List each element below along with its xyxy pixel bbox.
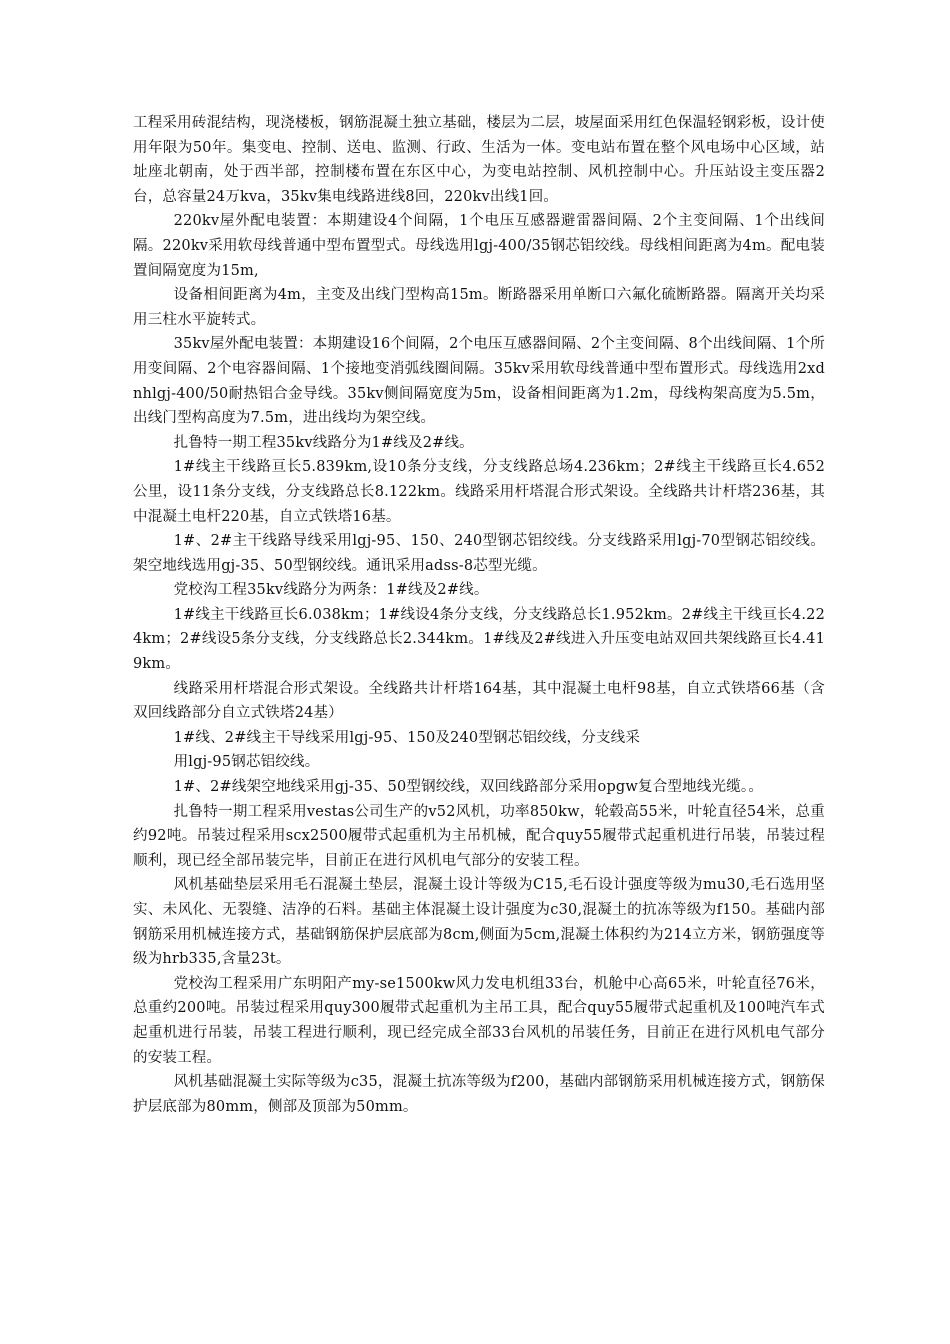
- paragraph-10: 线路采用杆塔混合形式架设。全线路共计杆塔164基，其中混凝土电杆98基，自立式铁塔66基（含双回线路部分自立式铁塔24基）: [133, 680, 825, 722]
- paragraph-13: 1#、2#线架空地线采用gj-35、50型钢绞线，双回线路部分采用opgw复合型地线光缆。。: [173, 779, 764, 796]
- paragraph-4: 35kv屋外配电装置：本期建设16个间隔，2个电压互感器间隔、2个主变间隔、8个出线间隔、1个所用变间隔、2个电容器间隔、1个接地变消弧线圈间隔。35kv采用软母线普通中型布置形式。母线选用2xdnhlgj-400/50耐热铝合金导线。35kv侧间隔宽度为5m，设备相间距离为1.2m，母线构架高度为5.5m，出线门型构高度为7.5m，进出线均为架空线。: [133, 336, 825, 427]
- document-body: [133, 111, 825, 1119]
- paragraph-14: 扎鲁特一期工程采用vestas公司生产的v52风机，功率850kw，轮毂高55米，叶轮直径54米，总重约92吨。吊装过程采用scx2500履带式起重机为主吊机械，配合quy55履带式起重机进行吊装，吊装过程顺利，现已经全部吊装完毕，目前正在进行风机电气部分的安装工程。: [133, 803, 825, 869]
- paragraph-11: 1#线、2#线主干导线采用lgj-95、150及240型钢芯铝绞线，分支线采: [173, 729, 641, 746]
- paragraph-1: 工程采用砖混结构，现浇楼板，钢筋混凝土独立基础，楼层为二层，坡屋面采用红色保温轻钢彩板，设计使用年限为50年。集变电、控制、送电、监测、行政、生活为一体。变电站布置在整个风电场中心区域，站址座北朝南，处于西半部，控制楼布置在东区中心，为变电站控制、风机控制中心。升压站设主变压器2台，总容量24万kva，35kv集电线路进线8回，220kv出线1回。: [133, 115, 825, 205]
- paragraph-8: 党校沟工程35kv线路分为两条：1#线及2#线。: [173, 582, 489, 599]
- paragraph-12: 用lgj-95钢芯铝绞线。: [173, 754, 320, 771]
- paragraph-3: 设备相间距离为4m，主变及出线门型构高15m。断路器采用单断口六氟化硫断路器。隔离开关均采用三柱水平旋转式。: [133, 287, 825, 328]
- paragraph-16: 党校沟工程采用广东明阳产my-se1500kw风力发电机组33台，机舱中心高65米，叶轮直径76米，总重约200吨。吊装过程采用quy300履带式起重机为主吊工具，配合quy55履带式起重机及100吨汽车式起重机进行吊装，吊装工程进行顺利，现已经完成全部33台风机的吊装任务，目前正在进行风机电气部分的安装工程。: [133, 975, 825, 1066]
- paragraph-9: 1#线主干线路亘长6.038km；1#线设4条分支线，分支线路总长1.952km。2#线主干线亘长4.224km；2#线设5条分支线，分支线路总长2.344km。1#线及2#线进入升压变电站双回共架线路亘长4.419km。: [133, 606, 825, 673]
- paragraph-15: 风机基础垫层采用毛石混凝土垫层，混凝土设计等级为C15,毛石设计强度等级为mu30,毛石选用坚实、未风化、无裂缝、洁净的石料。基础主体混凝土设计强度为c30,混凝土的抗冻等级为f150。基础内部钢筋采用机械连接方式，基础钢筋保护层底部为8cm,侧面为5cm,混凝土体积约为214立方米，钢筋强度等级为hrb335,含量23t。: [133, 877, 825, 968]
- paragraph-5: 扎鲁特一期工程35kv线路分为1#线及2#线。: [173, 434, 474, 451]
- paragraph-7: 1#、2#主干线路导线采用lgj-95、150、240型钢芯铝绞线。分支线路采用lgj-70型钢芯铝绞线。架空地线选用gj-35、50型钢绞线。通讯采用adss-8芯型光缆。: [133, 533, 825, 574]
- paragraph-17: 风机基础混凝土实际等级为c35，混凝土抗冻等级为f200，基础内部钢筋采用机械连接方式，钢筋保护层底部为80mm，侧部及顶部为50mm。: [133, 1074, 825, 1115]
- paragraph-6: 1#线主干线路亘长5.839km,设10条分支线，分支线路总场4.236km；2#线主干线路亘长4.652公里，设11条分支线，分支线路总长8.122km。线路采用杆塔混合形式架设。全线路共计杆塔236基，其中混凝土电杆220基，自立式铁塔16基。: [133, 459, 825, 525]
- paragraph-2: 220kv屋外配电装置：本期建设4个间隔，1个电压互感器避雷器间隔、2个主变间隔、1个出线间隔。220kv采用软母线普通中型布置型式。母线选用lgj-400/35钢芯铝绞线。母线相间距离为4m。配电装置间隔宽度为15m,: [133, 213, 825, 279]
